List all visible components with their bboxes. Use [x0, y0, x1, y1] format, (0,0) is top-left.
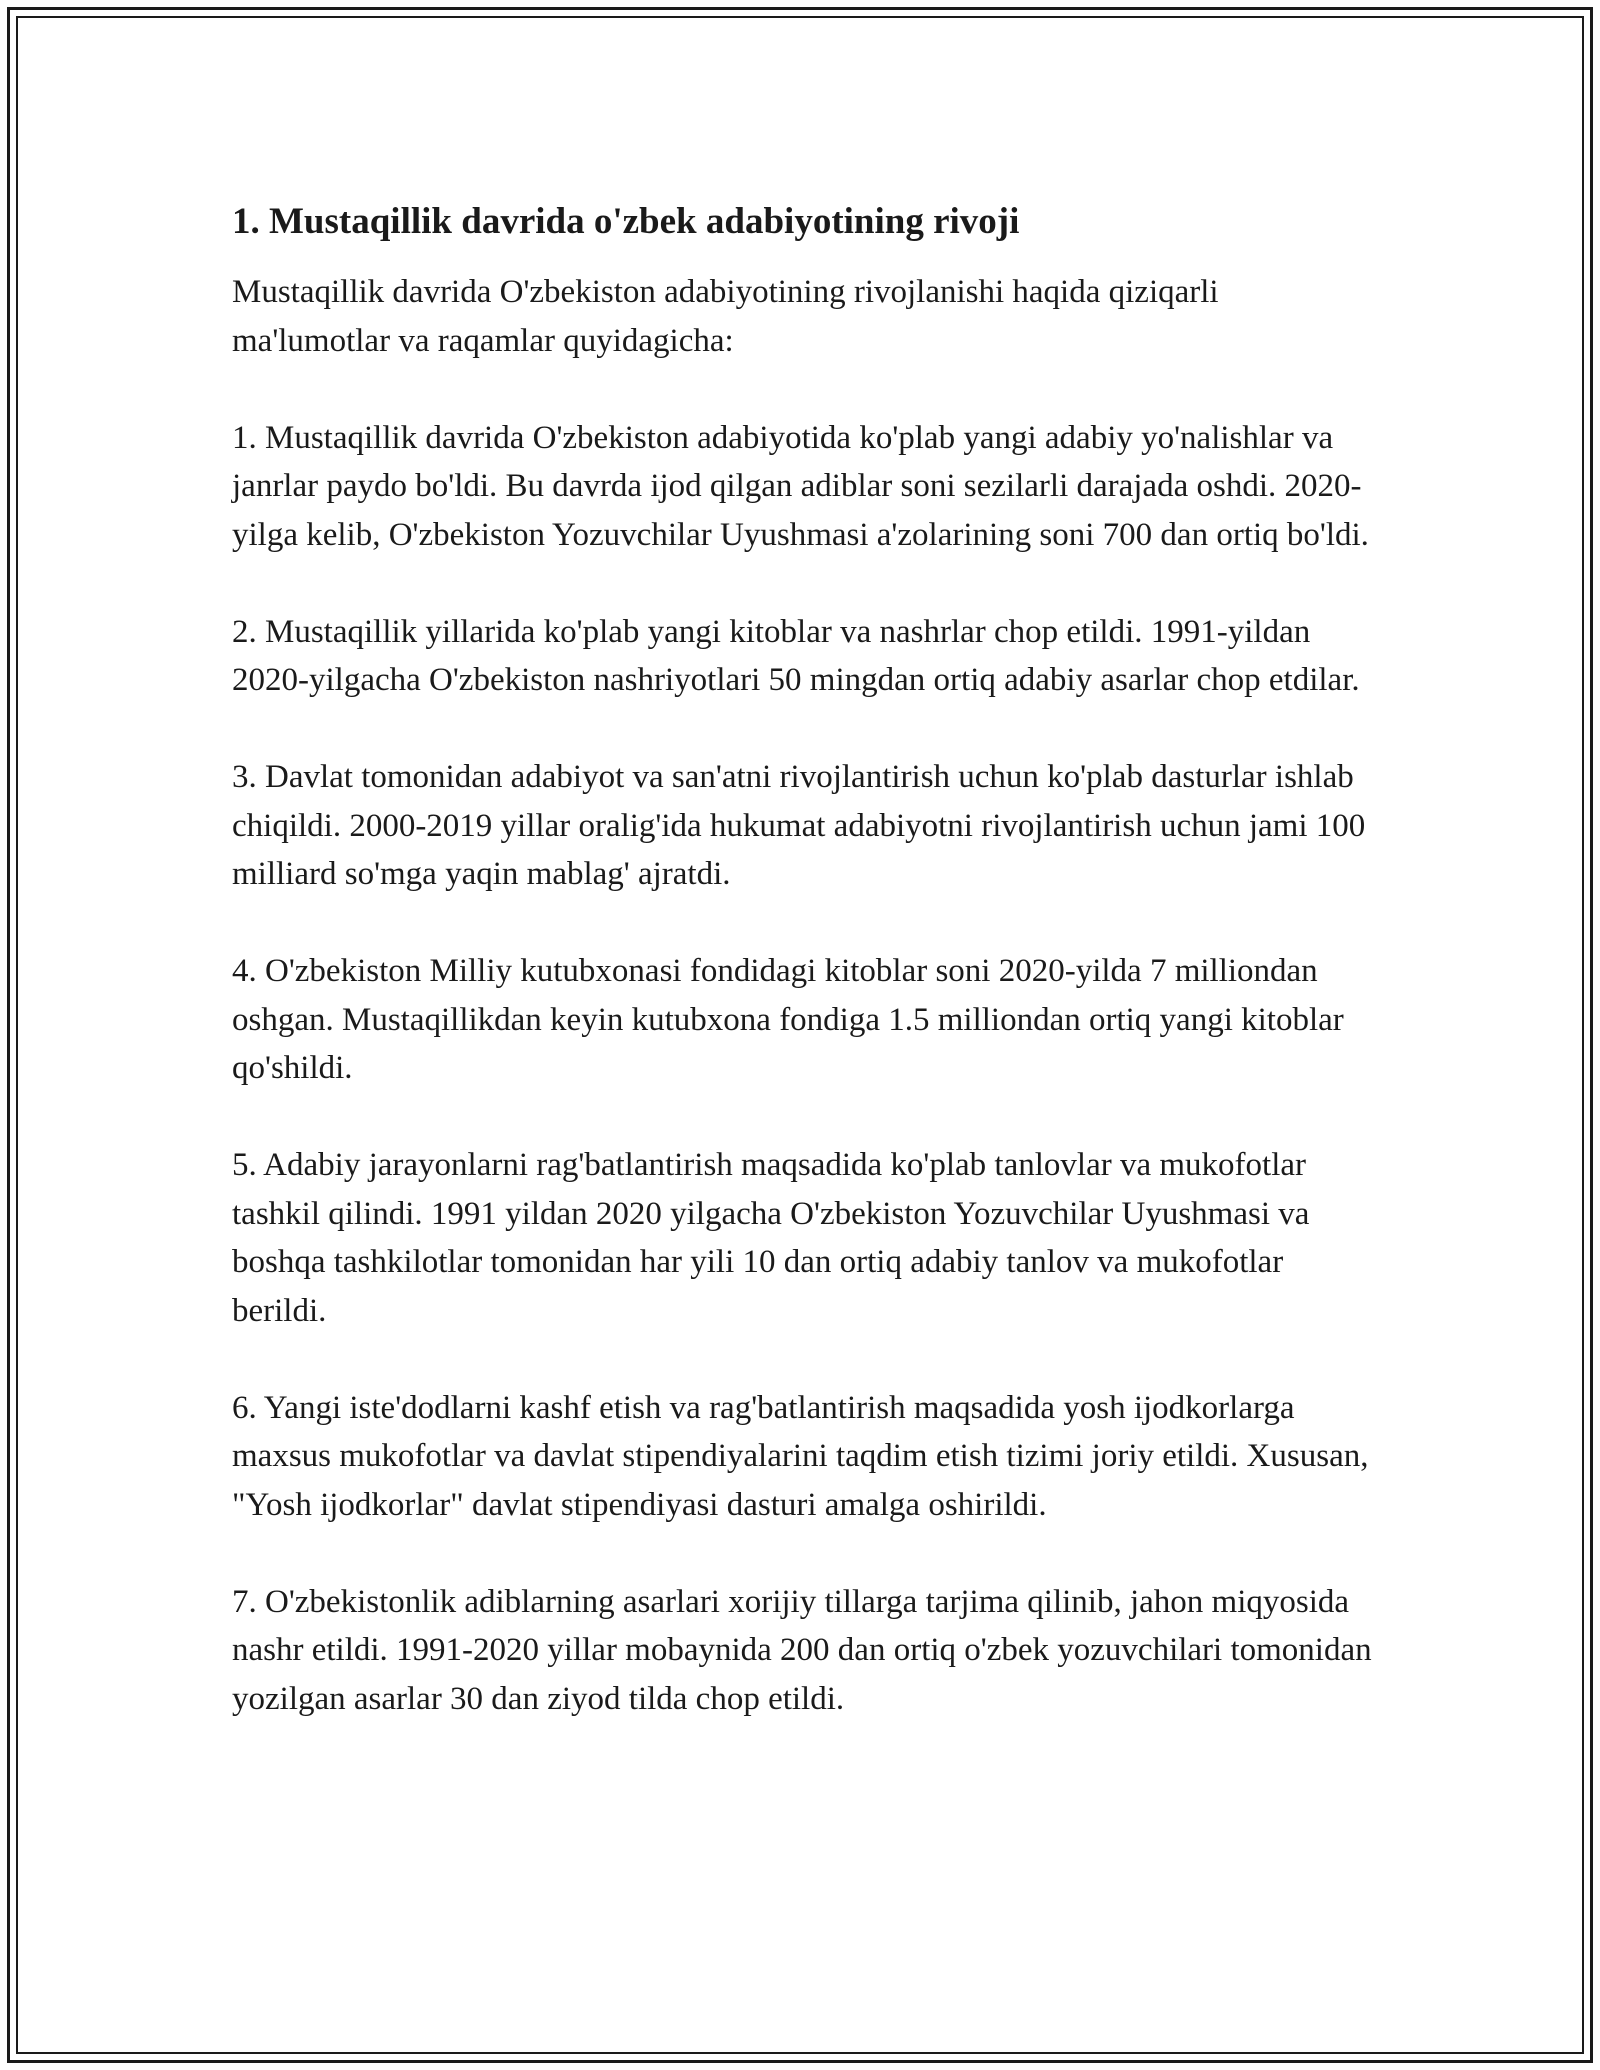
- intro-paragraph: Mustaqillik davrida O'zbekiston adabiyotining rivojlanishi haqida qiziqarli ma'lumotlar va raqamlar quyidagicha:: [232, 274, 1219, 359]
- document-title: 1. Mustaqillik davrida o'zbek adabiyotining rivoji: [232, 201, 1020, 242]
- list-item-2: 2. Mustaqillik yillarida ko'plab yangi kitoblar va nashrlar chop etildi. 1991-yildan 2020-yilgacha O'zbekiston nashriyotlari 50 mingdan ortiq adabiy asarlar chop etdilar.: [232, 613, 1360, 698]
- list-item-4: 4. O'zbekiston Milliy kutubxonasi fondidagi kitoblar soni 2020-yilda 7 milliondan oshgan. Mustaqillikdan keyin kutubxona fondiga 1.5 milliondan ortiq yangi kitoblar qo'shildi.: [232, 953, 1344, 1086]
- document-body: [232, 196, 1372, 1772]
- page-frame: [7, 7, 1593, 2063]
- list-item-7: 7. O'zbekistonlik adiblarning asarlari xorijiy tillarga tarjima qilinib, jahon miqyosida nashr etildi. 1991-2020 yillar mobaynida 200 dan ortiq o'zbek yozuvchilari tomonidan yozilgan asarlar 30 dan ziyod tilda chop etildi.: [232, 1583, 1372, 1717]
- list-item-6: 6. Yangi iste'dodlarni kashf etish va rag'batlantirish maqsadida yosh ijodkorlarga maxsus mukofotlar va davlat stipendiyalarini taqdim etish tizimi joriy etildi. Xususan, "Yosh ijodkorlar" davlat stipendiyasi dasturi amalga oshirildi.: [232, 1389, 1369, 1523]
- list-item-1: 1. Mustaqillik davrida O'zbekiston adabiyotida ko'plab yangi adabiy yo'nalishlar va janrlar paydo bo'ldi. Bu davrda ijod qilgan adiblar soni sezilarli darajada oshdi. 2020-yilga kelib, O'zbekiston Yozuvchilar Uyushmasi a'zolarining soni 700 dan ortiq bo'ldi.: [232, 419, 1369, 553]
- list-item-5: 5. Adabiy jarayonlarni rag'batlantirish maqsadida ko'plab tanlovlar va mukofotlar tashkil qilindi. 1991 yildan 2020 yilgacha O'zbekiston Yozuvchilar Uyushmasi va boshqa tashkilotlar tomonidan har yili 10 dan ortiq adabiy tanlov va mukofotlar berildi.: [232, 1147, 1310, 1329]
- list-item-3: 3. Davlat tomonidan adabiyot va san'atni rivojlantirish uchun ko'plab dasturlar ishlab chiqildi. 2000-2019 yillar oralig'ida hukumat adabiyotni rivojlantirish uchun jami 100 milliard so'mga yaqin mablag' ajratdi.: [232, 759, 1366, 892]
